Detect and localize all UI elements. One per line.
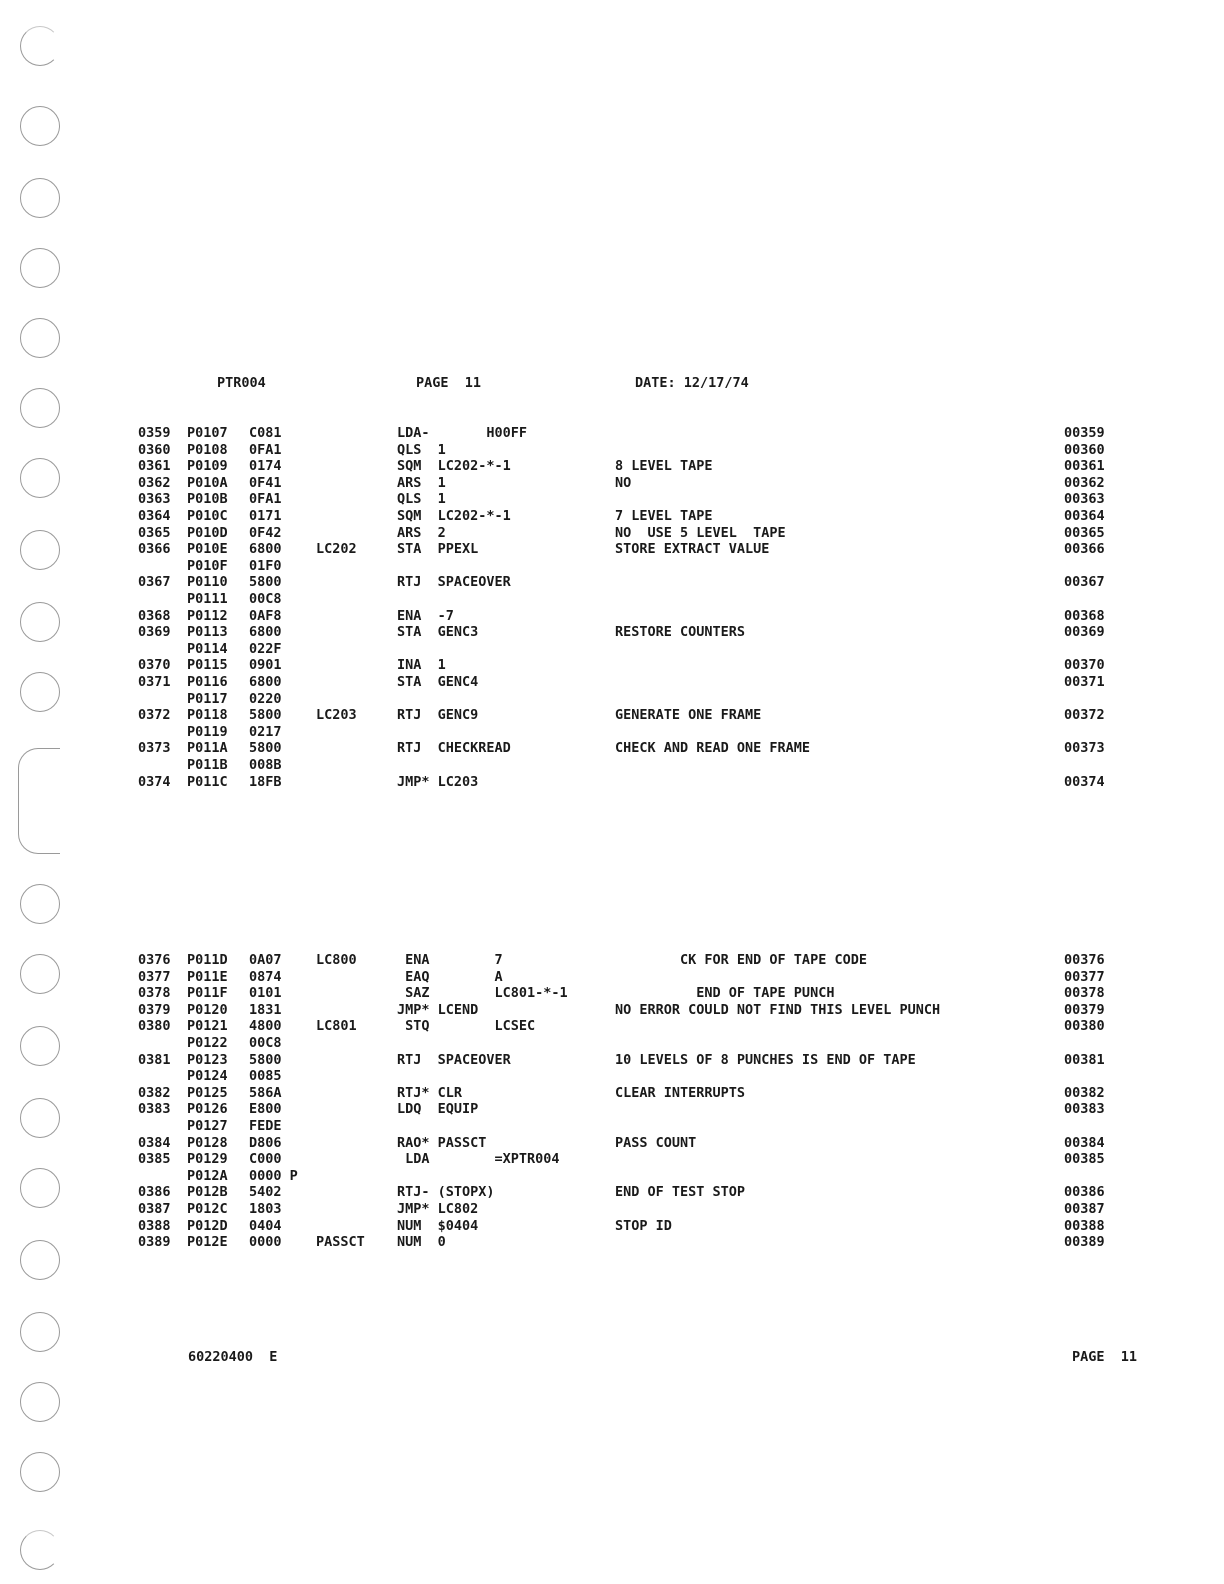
source-line-number: 0371: [138, 674, 171, 690]
location-counter: P010F: [187, 557, 228, 574]
document-number: 60220400 E: [188, 1349, 278, 1365]
instruction: RTJ- (STOPX): [397, 1184, 495, 1201]
instruction: NUM 0: [397, 1234, 446, 1251]
listing-line: [0, 624, 1224, 641]
object-code: 6800: [249, 674, 282, 690]
listing-line: [0, 657, 1224, 674]
instruction: STA GENC4: [397, 674, 479, 690]
sequence-number: 00372: [1064, 707, 1105, 724]
location-counter: P0111: [187, 591, 228, 607]
sequence-number: 00366: [1064, 541, 1105, 558]
location-counter: P010C: [187, 508, 228, 524]
location-counter: P0116: [187, 674, 228, 690]
object-code: 0874: [249, 968, 282, 985]
listing-line: [0, 491, 1224, 508]
source-line-number: 0386: [138, 1184, 171, 1201]
source-line-number: 0366: [138, 541, 171, 558]
location-counter: P0117: [187, 690, 228, 707]
listing-line: [0, 707, 1224, 724]
listing-line: [0, 1218, 1224, 1235]
comment: NO USE 5 LEVEL TAPE: [615, 524, 786, 541]
listing-line: [0, 1018, 1224, 1035]
source-line-number: 0381: [138, 1051, 171, 1068]
object-code: 5402: [249, 1184, 282, 1201]
sequence-number: 00373: [1064, 740, 1105, 757]
sequence-number: 00378: [1064, 985, 1105, 1002]
location-counter: P011E: [187, 968, 228, 985]
binder-hole: [20, 1312, 60, 1352]
source-line-number: 0365: [138, 524, 171, 541]
comment: CK FOR END OF TAPE CODE: [615, 952, 867, 968]
instruction: ARS 1: [397, 474, 446, 491]
source-line-number: 0384: [138, 1134, 171, 1151]
source-line-number: 0372: [138, 707, 171, 724]
listing-line: [0, 952, 1224, 969]
object-code: C081: [249, 425, 282, 441]
object-code: 0171: [249, 508, 282, 524]
comment: 7 LEVEL TAPE: [615, 508, 713, 524]
instruction: SQM LC202-*-1: [397, 458, 511, 475]
instruction: RTJ GENC9: [397, 707, 479, 724]
comment: STOP ID: [615, 1217, 672, 1234]
symbol-label: PASSCT: [316, 1234, 365, 1251]
location-counter: P0107: [187, 425, 228, 441]
sequence-number: 00365: [1064, 524, 1105, 541]
listing-line: [0, 774, 1224, 791]
symbol-label: LC203: [316, 707, 357, 724]
instruction: RTJ SPACEOVER: [397, 574, 511, 591]
location-counter: P011B: [187, 757, 228, 773]
location-counter: P0120: [187, 1001, 228, 1018]
source-line-number: 0382: [138, 1084, 171, 1101]
location-counter: P012E: [187, 1234, 228, 1251]
instruction: RAO* PASSCT: [397, 1134, 487, 1151]
listing-line: [0, 425, 1224, 442]
location-counter: P0129: [187, 1151, 228, 1168]
listing-line: [0, 641, 1224, 658]
source-line-number: 0389: [138, 1234, 171, 1251]
listing-line: [0, 525, 1224, 542]
source-line-number: 0379: [138, 1001, 171, 1018]
location-counter: P011F: [187, 985, 228, 1002]
sequence-number: 00362: [1064, 474, 1105, 491]
location-counter: P012D: [187, 1217, 228, 1234]
source-line-number: 0385: [138, 1151, 171, 1168]
instruction: ENA -7: [397, 607, 454, 624]
object-code: 0F41: [249, 474, 282, 491]
source-line-number: 0362: [138, 474, 171, 491]
object-code: 5800: [249, 740, 282, 757]
instruction: RTJ SPACEOVER: [397, 1051, 511, 1068]
listing-line: [0, 1234, 1224, 1251]
source-line-number: 0363: [138, 491, 171, 508]
source-line-number: 0368: [138, 607, 171, 624]
comment: NO: [615, 474, 632, 491]
binder-hole: [20, 26, 60, 66]
location-counter: P0119: [187, 723, 228, 740]
instruction: LDQ EQUIP: [397, 1101, 479, 1118]
sequence-number: 00370: [1064, 657, 1105, 674]
listing-line: [0, 969, 1224, 986]
location-counter: P0108: [187, 441, 228, 458]
listing-line: [0, 558, 1224, 575]
location-counter: P0125: [187, 1084, 228, 1101]
listing-line: [0, 475, 1224, 492]
source-line-number: 0370: [138, 657, 171, 674]
object-code: E800: [249, 1101, 282, 1118]
comment: STORE EXTRACT VALUE: [615, 541, 770, 558]
listing-line: [0, 608, 1224, 625]
instruction: INA 1: [397, 657, 446, 674]
listing-date: DATE: 12/17/74: [635, 375, 749, 391]
comment: CHECK AND READ ONE FRAME: [615, 740, 811, 757]
location-counter: P0110: [187, 574, 228, 591]
sequence-number: 00382: [1064, 1084, 1105, 1101]
object-code: 0901: [249, 657, 282, 674]
location-counter: P010E: [187, 541, 228, 558]
location-counter: P012C: [187, 1201, 228, 1217]
object-code: 6800: [249, 541, 282, 558]
location-counter: P0112: [187, 607, 228, 624]
object-code: 0FA1: [249, 441, 282, 458]
page-number-header: PAGE 11: [416, 375, 482, 391]
sequence-number: 00368: [1064, 607, 1105, 624]
source-line-number: 0364: [138, 508, 171, 524]
source-line-number: 0360: [138, 441, 171, 458]
symbol-label: LC801: [316, 1018, 357, 1035]
object-code: 0A07: [249, 952, 282, 968]
listing-line: [0, 1118, 1224, 1135]
sequence-number: 00359: [1064, 425, 1105, 441]
object-code: 0220: [249, 690, 282, 707]
object-code: 18FB: [249, 773, 282, 790]
binder-hole: [20, 318, 60, 358]
location-counter: P0121: [187, 1018, 228, 1035]
sequence-number: 00369: [1064, 624, 1105, 641]
object-code: 0000 P: [249, 1167, 298, 1184]
source-line-number: 0359: [138, 425, 171, 441]
sequence-number: 00374: [1064, 773, 1105, 790]
listing-line: [0, 1101, 1224, 1118]
instruction: ARS 2: [397, 524, 446, 541]
object-code: 0AF8: [249, 607, 282, 624]
instruction: QLS 1: [397, 441, 446, 458]
binder-hole: [20, 388, 60, 428]
instruction: ENA 7: [397, 952, 503, 968]
source-line-number: 0388: [138, 1217, 171, 1234]
object-code: 0000: [249, 1234, 282, 1251]
instruction: STA GENC3: [397, 624, 479, 641]
instruction: SAZ LC801-*-1: [397, 985, 568, 1002]
listing-line: [0, 1035, 1224, 1052]
sequence-number: 00379: [1064, 1001, 1105, 1018]
source-line-number: 0380: [138, 1018, 171, 1035]
source-line-number: 0383: [138, 1101, 171, 1118]
binder-hole: [20, 248, 60, 288]
location-counter: P012B: [187, 1184, 228, 1201]
binder-hole: [20, 106, 60, 146]
object-code: D806: [249, 1134, 282, 1151]
listing-line: [0, 1002, 1224, 1019]
instruction: JMP* LCEND: [397, 1001, 479, 1018]
listing-line: [0, 1184, 1224, 1201]
sequence-number: 00376: [1064, 952, 1105, 968]
sequence-number: 00387: [1064, 1201, 1105, 1217]
sequence-number: 00371: [1064, 674, 1105, 690]
comment: END OF TAPE PUNCH: [615, 985, 835, 1002]
sequence-number: 00363: [1064, 491, 1105, 508]
location-counter: P011D: [187, 952, 228, 968]
listing-line: [0, 1135, 1224, 1152]
object-code: 0FA1: [249, 491, 282, 508]
symbol-label: LC202: [316, 541, 357, 558]
listing-line: [0, 1068, 1224, 1085]
listing-line: [0, 1201, 1224, 1218]
object-code: 1831: [249, 1001, 282, 1018]
source-line-number: 0378: [138, 985, 171, 1002]
source-line-number: 0373: [138, 740, 171, 757]
object-code: 5800: [249, 707, 282, 724]
object-code: 01F0: [249, 557, 282, 574]
sequence-number: 00389: [1064, 1234, 1105, 1251]
sequence-number: 00384: [1064, 1134, 1105, 1151]
listing-line: [0, 574, 1224, 591]
instruction: LDA =XPTR004: [397, 1151, 560, 1168]
location-counter: P0115: [187, 657, 228, 674]
location-counter: P0114: [187, 640, 228, 657]
source-line-number: 0367: [138, 574, 171, 591]
instruction: JMP* LC203: [397, 773, 479, 790]
location-counter: P0113: [187, 624, 228, 641]
instruction: EAQ A: [397, 968, 503, 985]
comment: 8 LEVEL TAPE: [615, 458, 713, 475]
object-code: 0174: [249, 458, 282, 475]
source-line-number: 0369: [138, 624, 171, 641]
object-code: 0404: [249, 1217, 282, 1234]
instruction: RTJ* CLR: [397, 1084, 463, 1101]
instruction: NUM $0404: [397, 1217, 479, 1234]
location-counter: P0123: [187, 1051, 228, 1068]
program-name: PTR004: [217, 375, 266, 391]
object-code: C000: [249, 1151, 282, 1168]
listing-line: [0, 1085, 1224, 1102]
comment: 10 LEVELS OF 8 PUNCHES IS END OF TAPE: [615, 1051, 916, 1068]
object-code: 00C8: [249, 591, 282, 607]
listing-line: [0, 724, 1224, 741]
location-counter: P011C: [187, 773, 228, 790]
listing-line: [0, 1168, 1224, 1185]
location-counter: P0128: [187, 1134, 228, 1151]
object-code: 0F42: [249, 524, 282, 541]
location-counter: P011A: [187, 740, 228, 757]
instruction: QLS 1: [397, 491, 446, 508]
object-code: 5800: [249, 1051, 282, 1068]
listing-line: [0, 591, 1224, 608]
location-counter: P010B: [187, 491, 228, 508]
location-counter: P010D: [187, 524, 228, 541]
listing-line: [0, 691, 1224, 708]
location-counter: P0126: [187, 1101, 228, 1118]
page-number-footer: PAGE 11: [1072, 1349, 1138, 1365]
object-code: 022F: [249, 640, 282, 657]
listing-line: [0, 442, 1224, 459]
sequence-number: 00383: [1064, 1101, 1105, 1118]
sequence-number: 00385: [1064, 1151, 1105, 1168]
object-code: 0085: [249, 1068, 282, 1085]
comment: NO ERROR COULD NOT FIND THIS LEVEL PUNCH: [615, 1001, 941, 1018]
location-counter: P0122: [187, 1035, 228, 1051]
source-line-number: 0376: [138, 952, 171, 968]
object-code: 008B: [249, 757, 282, 773]
object-code: 00C8: [249, 1035, 282, 1051]
binder-hole: [20, 178, 60, 218]
comment: CLEAR INTERRUPTS: [615, 1084, 746, 1101]
instruction: JMP* LC802: [397, 1201, 479, 1217]
instruction: STQ LCSEC: [397, 1018, 536, 1035]
listing-line: [0, 674, 1224, 691]
binder-hole: [20, 1382, 60, 1422]
listing-line: [0, 541, 1224, 558]
sequence-number: 00377: [1064, 968, 1105, 985]
binder-hole: [20, 1452, 60, 1492]
sequence-number: 00360: [1064, 441, 1105, 458]
location-counter: P010A: [187, 474, 228, 491]
instruction: LDA- H00FF: [397, 425, 528, 441]
location-counter: P012A: [187, 1167, 228, 1184]
instruction: RTJ CHECKREAD: [397, 740, 511, 757]
instruction: STA PPEXL: [397, 541, 479, 558]
object-code: 4800: [249, 1018, 282, 1035]
source-line-number: 0387: [138, 1201, 171, 1217]
sequence-number: 00364: [1064, 508, 1105, 524]
listing-line: [0, 458, 1224, 475]
sequence-number: 00386: [1064, 1184, 1105, 1201]
object-code: 5800: [249, 574, 282, 591]
location-counter: P0109: [187, 458, 228, 475]
source-line-number: 0374: [138, 773, 171, 790]
object-code: 1803: [249, 1201, 282, 1217]
listing-line: [0, 757, 1224, 774]
location-counter: P0124: [187, 1068, 228, 1085]
binder-hole: [20, 884, 60, 924]
object-code: 0217: [249, 723, 282, 740]
object-code: 586A: [249, 1084, 282, 1101]
object-code: 6800: [249, 624, 282, 641]
object-code: 0101: [249, 985, 282, 1002]
listing-line: [0, 508, 1224, 525]
listing-line: [0, 1151, 1224, 1168]
instruction: SQM LC202-*-1: [397, 508, 511, 524]
listing-line: [0, 985, 1224, 1002]
sequence-number: 00388: [1064, 1217, 1105, 1234]
comment: GENERATE ONE FRAME: [615, 707, 762, 724]
listing-line: [0, 1052, 1224, 1069]
comment: END OF TEST STOP: [615, 1184, 746, 1201]
object-code: FEDE: [249, 1118, 282, 1134]
source-line-number: 0377: [138, 968, 171, 985]
location-counter: P0127: [187, 1118, 228, 1134]
source-line-number: 0361: [138, 458, 171, 475]
sequence-number: 00380: [1064, 1018, 1105, 1035]
comment: PASS COUNT: [615, 1134, 697, 1151]
sequence-number: 00381: [1064, 1051, 1105, 1068]
comment: RESTORE COUNTERS: [615, 624, 746, 641]
symbol-label: LC800: [316, 952, 357, 968]
binder-hole: [20, 1530, 60, 1570]
sequence-number: 00367: [1064, 574, 1105, 591]
sequence-number: 00361: [1064, 458, 1105, 475]
location-counter: P0118: [187, 707, 228, 724]
listing-line: [0, 740, 1224, 757]
